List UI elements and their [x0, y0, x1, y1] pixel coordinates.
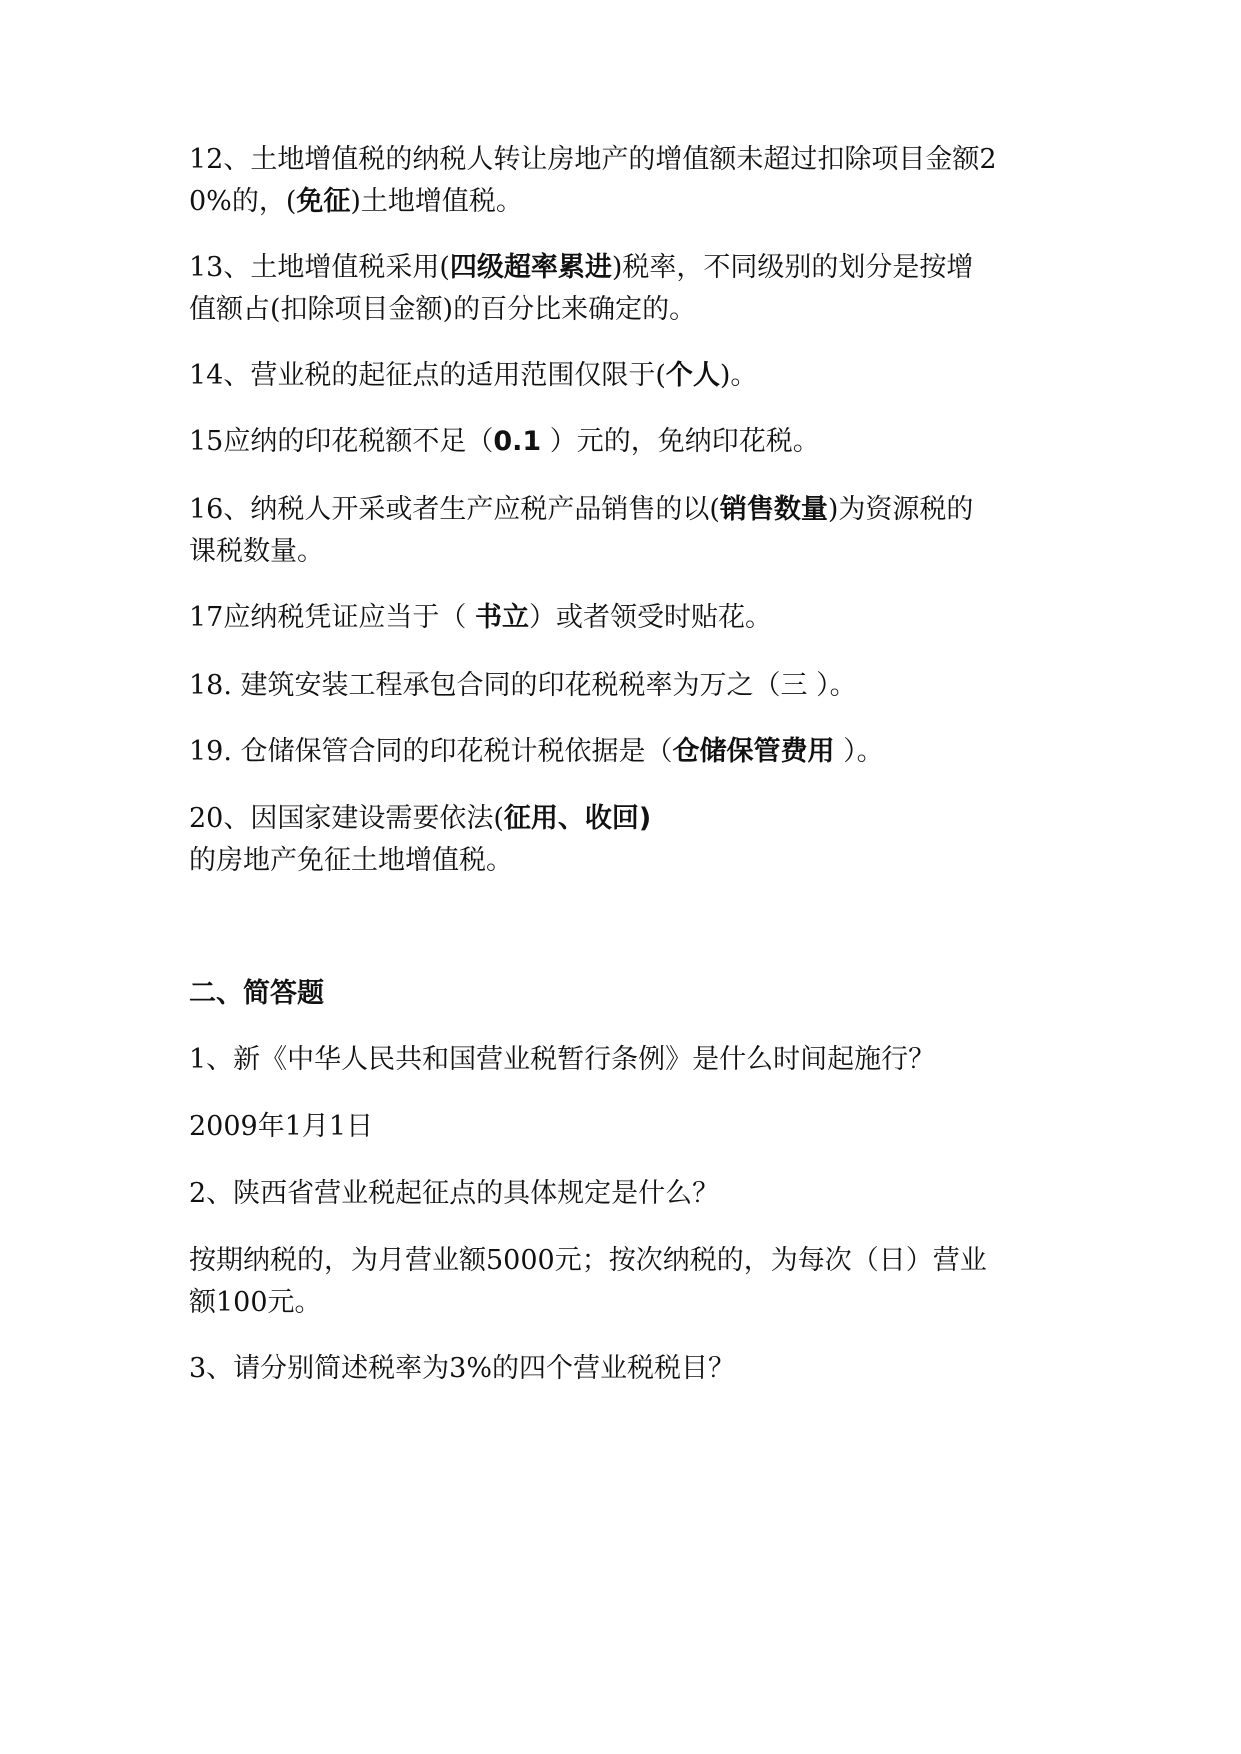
answer-highlight: 征用、收回	[503, 803, 639, 834]
sa-question-2: 2、陕西省营业税起征点的具体规定是什么？	[189, 1178, 720, 1209]
q20-line-2: 的房地产免征土地增值税。	[189, 845, 513, 876]
answer-highlight: 书立	[474, 602, 529, 633]
answer-highlight: 仓储保管费用	[672, 736, 835, 767]
sa-question-3: 3、请分别简述税率为3%的四个营业税税目？	[189, 1353, 736, 1384]
q18-line: 18. 建筑安装工程承包合同的印花税税率为万之（三 ）。	[189, 670, 857, 701]
answer-highlight: 四级超率累进	[449, 252, 612, 283]
section-heading: 二、简答题	[189, 978, 324, 1009]
answer-highlight: 0.1	[493, 426, 542, 457]
answer-highlight: 免征	[296, 186, 351, 217]
q17-line: 17应纳税凭证应当于（ 书立）或者领受时贴花。	[189, 602, 772, 633]
answer-highlight: 销售数量	[719, 494, 828, 525]
q14-line: 14、营业税的起征点的适用范围仅限于(个人)。	[189, 360, 758, 391]
q20-line-1: 20、因国家建设需要依法(征用、收回)	[189, 803, 652, 834]
q13-line-2: 值额占(扣除项目金额)的百分比来确定的。	[189, 294, 697, 325]
q16-line-2: 课税数量。	[189, 536, 324, 567]
q12-line-1: 12、土地增值税的纳税人转让房地产的增值额未超过扣除项目金额2	[189, 144, 997, 175]
sa-answer-2-line-2: 额100元。	[189, 1287, 322, 1318]
sa-answer-1: 2009年1月1日	[189, 1111, 374, 1142]
sa-question-1: 1、新《中华人民共和国营业税暂行条例》是什么时间起施行？	[189, 1044, 936, 1075]
q15-line: 15应纳的印花税额不足（0.1 ）元的，免纳印花税。	[189, 426, 820, 457]
q13-line-1: 13、土地增值税采用(四级超率累进)税率，不同级别的划分是按增	[189, 252, 974, 283]
q16-line-1: 16、纳税人开采或者生产应税产品销售的以(销售数量)为资源税的	[189, 494, 974, 525]
q19-line: 19. 仓储保管合同的印花税计税依据是（仓储保管费用 ）。	[189, 736, 884, 767]
q12-line-2: 0%的，(免征)土地增值税。	[189, 186, 523, 217]
sa-answer-2-line-1: 按期纳税的，为月营业额5000元；按次纳税的，为每次（日）营业	[189, 1245, 987, 1276]
answer-highlight: 个人	[665, 360, 720, 391]
